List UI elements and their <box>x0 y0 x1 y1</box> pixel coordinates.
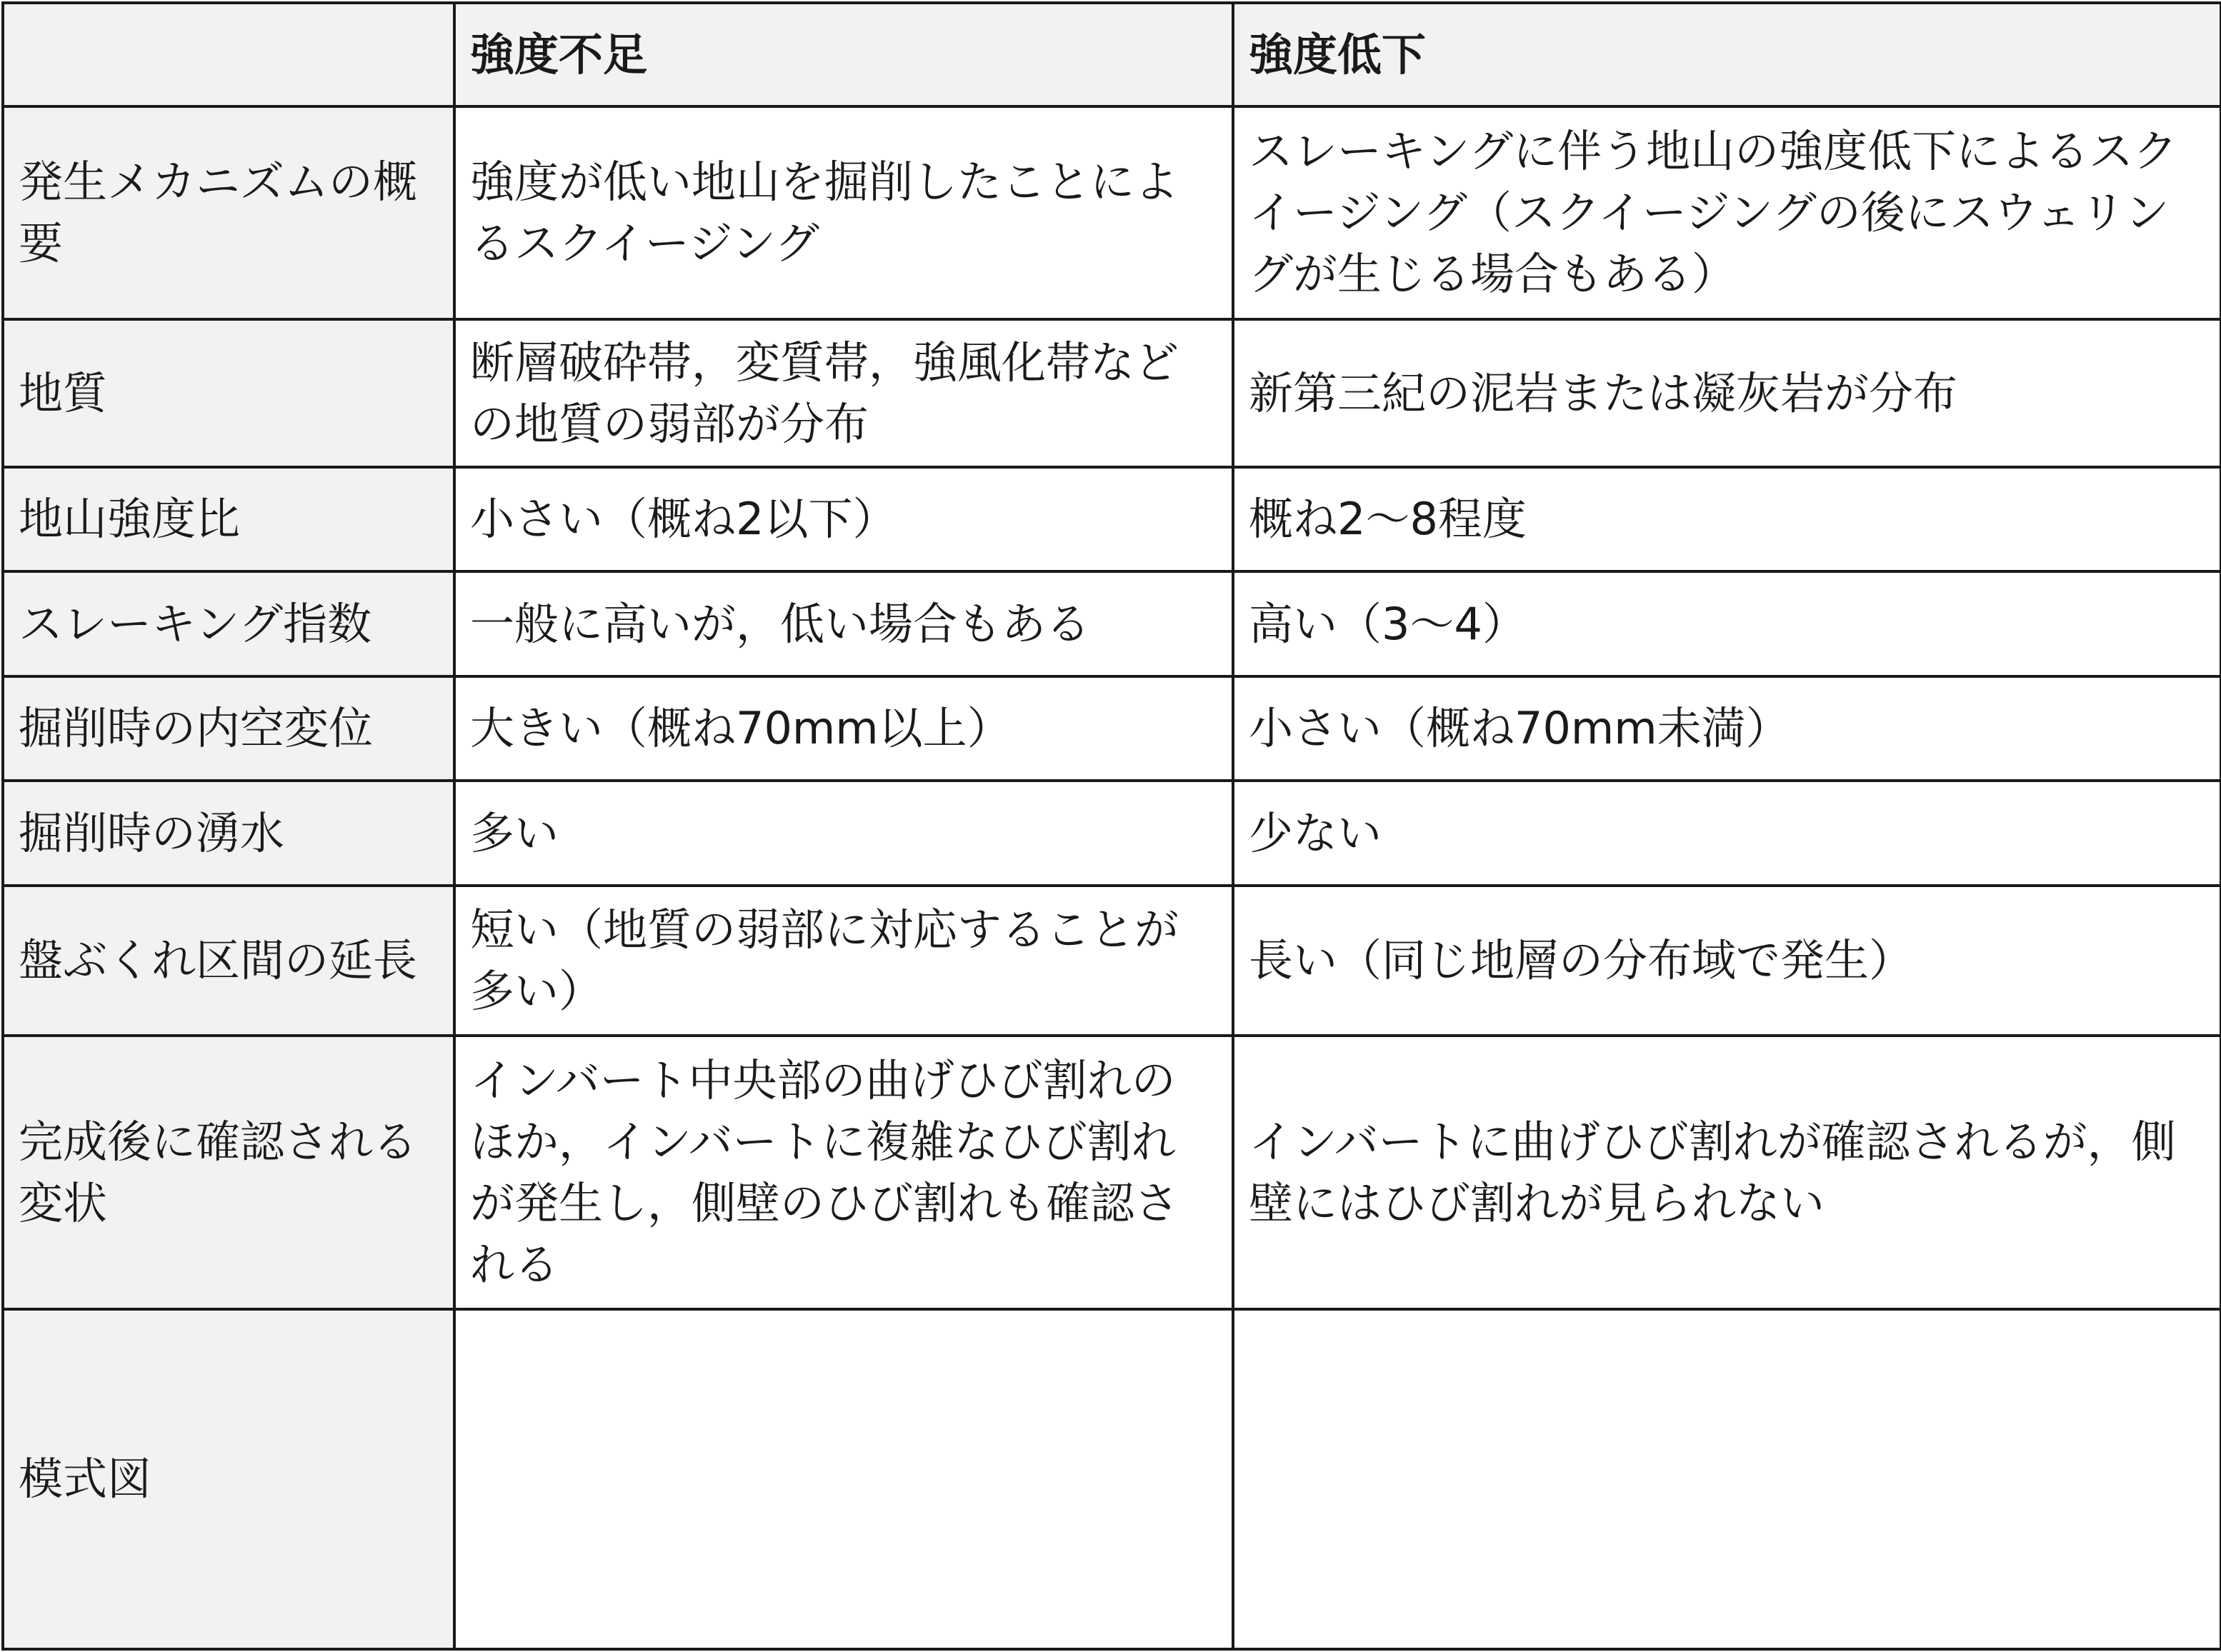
cell-mechanism-reduction: スレーキングに伴う地山の強度低下によるスクイージング（スクイージングの後にスウェリングが生じる場合もある） <box>1233 106 2221 319</box>
cell-deformation-insufficient: インバート中央部の曲げひび割れのほか，インバートに複雑なひび割れが発生し，側壁のひび割れも確認される <box>454 1036 1233 1309</box>
cell-schematic-reduction <box>1233 1309 2221 1649</box>
row-label-schematic: 模式図 <box>3 1309 454 1649</box>
cell-geology-reduction: 新第三紀の泥岩または凝灰岩が分布 <box>1233 319 2221 467</box>
table-row <box>3 781 2221 886</box>
cell-slaking-index-insufficient: 一般に高いが，低い場合もある <box>454 571 1233 676</box>
table-row <box>3 467 2221 571</box>
table-header-row <box>3 3 2221 106</box>
row-label-deformation: 完成後に確認される変状 <box>3 1036 454 1309</box>
row-label-slaking-index: スレーキング指数 <box>3 571 454 676</box>
comparison-table <box>1 1 2221 1651</box>
row-label-mechanism: 発生メカニズムの概要 <box>3 106 454 319</box>
table-row <box>3 886 2221 1036</box>
cell-water-inflow-reduction: 少ない <box>1233 781 2221 886</box>
column-header-strength-insufficient: 強度不足 <box>454 3 1233 106</box>
cell-strength-ratio-insufficient: 小さい（概ね2以下） <box>454 467 1233 571</box>
table-row <box>3 106 2221 319</box>
column-header-strength-reduction: 強度低下 <box>1233 3 2221 106</box>
cell-deformation-reduction: インバートに曲げひび割れが確認されるが，側壁にはひび割れが見られない <box>1233 1036 2221 1309</box>
row-label-displacement: 掘削時の内空変位 <box>3 676 454 781</box>
row-label-geology: 地質 <box>3 319 454 467</box>
row-label-heave-extent: 盤ぶくれ区間の延長 <box>3 886 454 1036</box>
row-label-water-inflow: 掘削時の湧水 <box>3 781 454 886</box>
cell-schematic-insufficient <box>454 1309 1233 1649</box>
table-row <box>3 571 2221 676</box>
cell-geology-insufficient: 断層破砕帯，変質帯，強風化帯などの地質の弱部が分布 <box>454 319 1233 467</box>
cell-heave-extent-reduction: 長い（同じ地層の分布域で発生） <box>1233 886 2221 1036</box>
cell-mechanism-insufficient: 強度が低い地山を掘削したことによるスクイージング <box>454 106 1233 319</box>
table-row <box>3 1036 2221 1309</box>
cell-water-inflow-insufficient: 多い <box>454 781 1233 886</box>
table-row <box>3 1309 2221 1649</box>
table-row <box>3 319 2221 467</box>
cell-displacement-reduction: 小さい（概ね70mm未満） <box>1233 676 2221 781</box>
cell-heave-extent-insufficient: 短い（地質の弱部に対応することが多い） <box>454 886 1233 1036</box>
cell-strength-ratio-reduction: 概ね2～8程度 <box>1233 467 2221 571</box>
cell-slaking-index-reduction: 高い（3～4） <box>1233 571 2221 676</box>
row-label-strength-ratio: 地山強度比 <box>3 467 454 571</box>
cell-displacement-insufficient: 大きい（概ね70mm以上） <box>454 676 1233 781</box>
table-row <box>3 676 2221 781</box>
header-corner-cell <box>3 3 454 106</box>
